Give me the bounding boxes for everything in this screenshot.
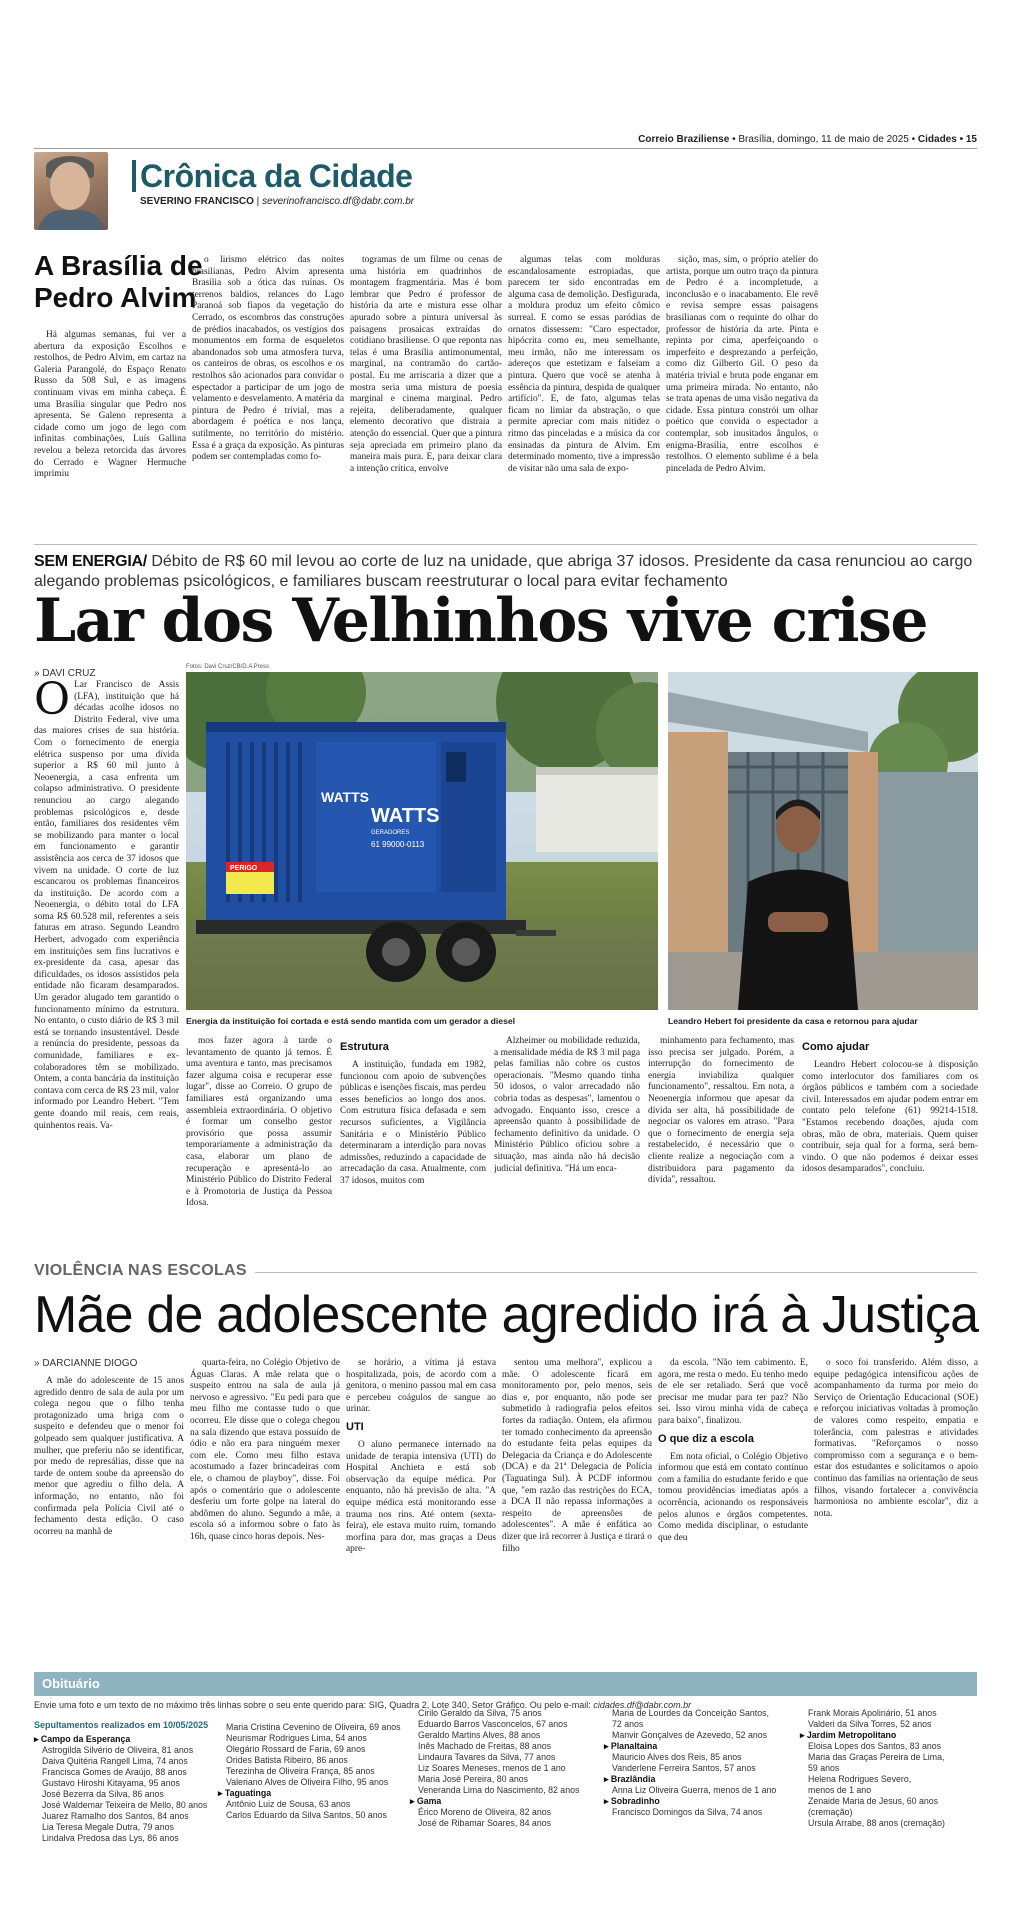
- column-accent-bar: [132, 160, 136, 192]
- obituario-city: ▸ Brazlândia: [604, 1774, 656, 1784]
- author-photo: [34, 152, 108, 230]
- generator-photo: [186, 672, 658, 1010]
- obituario-entry: José Waldemar Teixeira de Mello, 80 anos: [42, 1800, 208, 1810]
- violencia-byline: » DARCIANNE DIOGO: [34, 1358, 138, 1369]
- obituario-entry: Eduardo Barros Vasconcelos, 67 anos: [418, 1719, 568, 1729]
- obituario-entry: Antônio Luiz de Sousa, 63 anos: [226, 1799, 351, 1809]
- obituario-entry: Daiva Quitéria Rangell Lima, 74 anos: [42, 1756, 188, 1766]
- obituario-col-2: [218, 1722, 401, 1821]
- obituario-entry: José Bezerra da Silva, 86 anos: [42, 1789, 164, 1799]
- lar-col-1-text: Lar Francisco de Assis (LFA), instituição que há décadas acolhe idosos no Distrito Federal, vive uma das maiores crises de sua história. Com o fornecimento de energia elétrica suspenso por uma dívida superior a R$ 60 mil junto à Neoenergia, a casa enfrenta um colapso administrativo. O presidente renunciou ao cargo alegando problemas psicológicos e, desde então, familiares dos residentes vêm se mobilizando para manter o local em funcionamento e garantir assistência aos cerca de 37 idosos que vivem na unidade. O corte de luz escancarou os problemas financeiros da instituição. De acordo com a Neoenergia, o débito total do LFA soma R$ 60.528 mil, referentes a seis faturas em atraso. Segundo Leandro Herbert, advogado com experiência em instituições sem fins lucrativos e ex-presidente da casa, apesar das dificuldades, os idosos assistidos pela entidade não ficaram desamparados. Um gerador alugado tem garantido o funcionamento mínimo da estrutura. No entanto, o custo diário de R$ 3 mil está se tornando insustentável. Desde a renúncia do presidente, pessoas da comunidade, familiares e ex-colaboradores têm se mobilizado. Ontem, a conta bancária da instituição contava com cerca de R$ 23 mil, valor informado por Leandro Hebert. "Tem gente doando mil reais, cem reais, quinhentos reais. Va-: [34, 680, 179, 1131]
- obituario-entry: Helena Rodrigues Severo,: [808, 1774, 912, 1784]
- obituario-entry: Manvir Gonçalves de Azevedo, 52 anos: [612, 1730, 768, 1740]
- obituario-entry: Mauricio Alves dos Reis, 85 anos: [612, 1752, 742, 1762]
- obituario-entry: Lindalva Predosa das Lys, 86 anos: [42, 1833, 179, 1843]
- obituario-city: ▸ Jardim Metropolitano: [800, 1730, 897, 1740]
- obituario-entry: Anna Liz Oliveira Guerra, menos de 1 ano: [612, 1785, 777, 1795]
- generator-brand-left: WATTS: [321, 789, 369, 805]
- obituario-subtitle: Sepultamentos realizados em 10/05/2025: [34, 1720, 209, 1730]
- column-author: SEVERINO FRANCISCO: [140, 196, 254, 207]
- obituario-col-5: [800, 1708, 945, 1829]
- obituario-entry: Juarez Ramalho dos Santos, 84 anos: [42, 1811, 189, 1821]
- lar-byline: » DAVI CRUZ: [34, 668, 96, 679]
- obituario-entry: 59 anos: [808, 1763, 840, 1773]
- dropcap: O: [34, 680, 71, 725]
- violencia-col-3: se horário, a vítima já estava hospitalizada, pois, de acordo com a genitora, o menino passou mal em casa e percebeu coágulos de sangue ao urinar. UTI O aluno permanece internado na unidade de terapia intensiva (UTI) do Hospital Anchieta e está sob observação da equipe médica. Por enquanto, não há previsão de alta. "A equipe médica está monitorando esse trauma nos rins. Até ontem (sexta-feira), ele estava muito ruim, tomando morfina para dor, mas graças a Deus apre-: [346, 1358, 496, 1555]
- obituario-entry: Terezinha de Oliveira França, 85 anos: [226, 1766, 375, 1776]
- column-email[interactable]: severinofrancisco.df@dabr.com.br: [262, 196, 415, 207]
- obituario-intro-text: Envie uma foto e um texto de no máximo três linhas sobre o seu ente querido para: SIG, Quadra 2, Lote 340, Setor Gráfico. Ou pelo e-mail:: [34, 1700, 591, 1710]
- dateline: • Brasília, domingo, 11 de maio de 2025 •: [732, 134, 916, 145]
- section-divider: [34, 544, 977, 545]
- leandro-photo: [668, 672, 978, 1010]
- obituario-entry: Maria José Pereira, 80 anos: [418, 1774, 529, 1784]
- subhead-uti: UTI: [346, 1420, 364, 1433]
- obituario-email[interactable]: cidades.df@dabr.com.br: [593, 1700, 692, 1710]
- obituario-entry: Francisca Gomes de Araújo, 88 anos: [42, 1767, 187, 1777]
- lar-col-2: mos fazer agora à tarde o levantamento de quanto já temos. É uma aventura e tanto, mas precisamos fazer alguma coisa e recuperar esse lugar", disse ao Correio. O grupo de familiares está organizando uma assembleia extraordinária. O objetivo é formar um conselho gestor provisório que possa assumir temporariamente a administração da casa, elaborar um plano de recuperação e apresentá-lo ao Ministério Público do Distrito Federal e à Promotoria de Justiça da Pessoa Idosa.: [186, 1036, 332, 1209]
- obituario-entry: Valeriano Alves de Oliveira Filho, 95 anos: [226, 1777, 389, 1787]
- obituario-city: ▸ Taguatinga: [218, 1788, 272, 1798]
- obituario-entry: Maria de Lourdes da Conceição Santos,: [612, 1708, 769, 1718]
- violencia-kicker: VIOLÊNCIA NAS ESCOLAS: [34, 1262, 255, 1280]
- obituario-city: ▸ Campo da Esperança: [34, 1734, 131, 1744]
- lar-col-1: [34, 680, 179, 1250]
- column-byline: SEVERINO FRANCISCO | severinofrancisco.df@dabr.com.br: [140, 196, 415, 207]
- caption-generator: Energia da instituição foi cortada e está sendo mantida com um gerador a diesel: [186, 1016, 516, 1026]
- lar-deck-text: Débito de R$ 60 mil levou ao corte de luz na unidade, que abriga 37 idosos. Presidente da casa renunciou ao cargo alegando problemas psicológicos, e familiares buscam reestruturar o local para evitar fechamento: [34, 553, 973, 590]
- caption-leandro: Leandro Hebert foi presidente da casa e retornou para ajudar: [668, 1016, 918, 1026]
- obituario-entry: Veneranda Lima do Nascimento, 82 anos: [418, 1785, 580, 1795]
- obituario-col-4: [604, 1708, 776, 1818]
- obituario-entry: Ursula Arrabe, 88 anos (cremação): [808, 1818, 945, 1828]
- obituario-entry: (cremação): [808, 1807, 853, 1817]
- violencia-col-2: quarta-feira, no Colégio Objetivo de Águas Claras. A mãe relata que o suspeito entrou na sala de aula já nervoso e agressivo. "Eu pedi para que meu filho me contasse tudo o que ocorreu. Ele disse que o colega chegou na sala dizendo que estava possuído de ódio e não era para ninguém mexer com ele. Como meu filho estava acostumado a fazer brincadeiras com ele, o chamou de playboy", disse. Foi após o comentário que o adolescente desferiu um forte golpe na lateral do abdômen do aluno. Segundo a mãe, a escola só a informou sobre o fato às 16h, quase cinco horas depois. Nes-: [190, 1358, 340, 1542]
- generator-sub: GERADORES: [371, 830, 410, 836]
- generator-warning: PERIGO: [230, 865, 258, 872]
- obituario-entry: Lia Teresa Megale Dutra, 79 anos: [42, 1822, 174, 1832]
- obituario-entry: Maria Cristina Cevenino de Oliveira, 69 anos: [226, 1722, 401, 1732]
- cronica-col-4: algumas telas com molduras escandalosamente estropiadas, que parecem ter sido encontradas em alguma casa de demolição. Desfigurada, a moldura produz um efeito cômico surreal. E como se essas paródias de ornatos dissessem: "Caro espectador, hipócrita como eu, meu semelhante, meu irmão, não me interessam os adereços que estetizam e falseiam a pintura. Quero que você se atenha à essência da pintura, despida de qualquer artifício". E, de fato, algumas telas ficam no limiar da abstração, o que permite apreciar com mais nitidez o ritmo das pinceladas e a música da cor ensinadas da pintura de Alvim. Em determinado momento, tive a impressão de visitar não uma sala de expo-: [508, 255, 660, 474]
- generator-phone: 61 99000-0113: [371, 840, 425, 849]
- section-name: Cidades: [917, 134, 957, 145]
- obituario-col-1: [34, 1734, 207, 1844]
- lar-headline: Lar dos Velhinhos vive crise: [34, 586, 928, 656]
- subhead-estrutura: Estrutura: [340, 1041, 389, 1053]
- page-number: • 15: [959, 134, 977, 145]
- obituario-entry: menos de 1 ano: [808, 1785, 872, 1795]
- generator-illustration: [186, 672, 658, 1010]
- obituario-entry: Carlos Eduardo da Silva Santos, 50 anos: [226, 1810, 387, 1820]
- obituario-entry: José de Ribamar Soares, 84 anos: [418, 1818, 552, 1828]
- violencia-col-5: da escola. "Não tem cabimento. E, agora, me resta o medo. Eu tenho medo de ele ser retaliado. Será que você precisar me mudar para ter paz? Não sei. Isso virou minha vida de cabeça para baixo", finalizou. O que diz a escola Em nota oficial, o Colégio Objetivo informou que está em contato contínuo com a família do estudante ferido e que tomou providências imediatas após a ocorrência, acionando os responsáveis pelos alunos e órgãos competentes. Como medida disciplinar, o estudante que deu: [658, 1358, 808, 1543]
- obituario-entry: Francisco Domingos da Silva, 74 anos: [612, 1807, 763, 1817]
- lar-col-4: Alzheimer ou mobilidade reduzida, a mensalidade média de R$ 3 mil paga pelas famílias não cobre os custos operacionais. "Mesmo quando tinha 50 idosos, o valor arrecadado não cobria todas as despesas", lamentou o advogado. Enquanto isso, cresce a apreensão quanto à possibilidade de fechamento definitivo da unidade. O Ministério Público oficiou sobre a situação, mas ainda não há decisão judicial definitiva. "Há um enca-: [494, 1036, 640, 1174]
- obituario-entry: Maria das Graças Pereira de Lima,: [808, 1752, 945, 1762]
- lar-col-5: minhamento para fechamento, mas isso precisa ser julgado. Porém, a interrupção do fornecimento de energia inviabiliza qualquer funcionamento", ressaltou. Em nota, a Neoenergia informou que apesar da dívida ser alta, há possibilidade de negociar os valores em atraso. "Para que o fornecimento de energia seja restabelecido, é necessário que o cliente realize a negociação com a distribuidora para pagamento da dívida", ressaltou.: [648, 1036, 794, 1186]
- obituario-entry: Zenaide Maria de Jesus, 60 anos: [808, 1796, 939, 1806]
- paper-name: Correio Braziliense: [638, 134, 730, 145]
- obituario-entry: Geraldo Martins Alves, 88 anos: [418, 1730, 541, 1740]
- obituario-entry: Lindaura Tavares da Silva, 77 anos: [418, 1752, 556, 1762]
- obituario-entry: Cirilo Geraldo da Silva, 75 anos: [418, 1708, 542, 1718]
- obituario-entry: Neurismar Rodrigues Lima, 54 anos: [226, 1733, 367, 1743]
- violencia-headline: Mãe de adolescente agredido irá à Justiça: [34, 1286, 979, 1344]
- obituario-entry: Eloisa Lopes dos Santos, 83 anos: [808, 1741, 942, 1751]
- page-header: [34, 134, 977, 145]
- cronica-col-5: sição, mas, sim, o próprio atelier do artista, porque um outro traço da pintura de Pedro é a incompletude, a inconclusão e o inacabamento. Ele revê e revisa sempre essas paisagens brasilianas com o requinte do olhar do professor de história da arte. Pinta e repinta por cima, aperfeiçoando o imperfeito e desprezando a perfeição, como diz Gilberto Gil. O peso da matéria trivial e bruta pode enganar em uma primeira mirada. No entanto, não se trata apenas de uma visão negativa da cidade. Essa pintura constrói um olhar poético que convida o espectador a contemplar, sob inusitados ângulos, o enigma-Brasília, entre escolhos e restolhos. O elemento sublime é a bela pincelada de Pedro Alvim.: [666, 255, 818, 474]
- cronica-col-3: togramas de um filme ou cenas de uma história em quadrinhos de montagem fragmentária. Mas é bom lembrar que Pedro é professor de história da arte e mistura esse olhar apurado sobre a pintura universal às paisagens prosaicas extraídas do cotidiano brasiliense. O que reponta nas telas é uma Brasília antimonumental, marginal, na contramão do cartão-postal. Eu me arriscaria a dizer que a mostra seria uma mistura de poesia marginal e cinema marginal. Pedro rejeita, deliberadamente, qualquer elemento decorativo que distraia a atenção do essencial. Quer que a pintura seja apreciada em primeiro plano da maneira mais pura. E, para deixar clara a intenção crítica, envolve: [350, 255, 502, 474]
- obituario-entry: Inês Machado de Freitas, 88 anos: [418, 1741, 552, 1751]
- subhead-o-que-diz-a-escola: O que diz a escola: [658, 1432, 754, 1445]
- leandro-illustration: [668, 672, 978, 1010]
- obituario-entry: Liz Soares Meneses, menos de 1 ano: [418, 1763, 566, 1773]
- obituario-entry: Olegário Rossard de Faria, 69 anos: [226, 1744, 366, 1754]
- obituario-city: ▸ Sobradinho: [604, 1796, 660, 1806]
- obituario-title: Obituário: [42, 1676, 100, 1691]
- column-title: Crônica da Cidade: [140, 158, 413, 194]
- obituario-entry: Vanderlene Ferreira Santos, 57 anos: [612, 1763, 756, 1773]
- obituario-entry: Frank Morais Apolinário, 51 anos: [808, 1708, 937, 1718]
- obituario-city: ▸ Planaltaina: [604, 1741, 658, 1751]
- obituario-entry: Orides Batista Ribeiro, 86 anos: [226, 1755, 348, 1765]
- obituario-entry: Érico Moreno de Oliveira, 82 anos: [418, 1807, 551, 1817]
- obituario-col-3: [410, 1708, 579, 1829]
- violencia-col-1: A mãe do adolescente de 15 anos agredido dentro de sala de aula por um colega negou que o filho tenha protagonizado uma briga com o suspeito e defendeu que o menor foi golpeado sem qualquer justificativa. A mulher, que preferiu não se identificar, por medo de represálias, disse que na tarde de ontem soube da apreensão do menor que agrediu o filho dela. A informação, no entanto, não foi confirmada pela Polícia Civil até o fechamento desta edição. O caso ocorreu na manhã de: [34, 1376, 184, 1537]
- cronica-col-1: Há algumas semanas, fui ver a abertura da exposição Escolhos e restolhos, de Pedro Alvim, em cartaz na Galeria Parangolé, do Espaço Renato Russo da 508 Sul, e as imagens continuam vivas em minha cabeça. É uma Brasília singular que Pedro nos apresenta. Se Galeno representa a cidade como um jogo de lego com infinitas combinações, Luís Gallina revelou a beleza retorcida das árvores do Cerrado e Wagner Hermuche imprimiu: [34, 330, 186, 480]
- obituario-city: ▸ Gama: [410, 1796, 442, 1806]
- obituario-intro: [34, 1700, 691, 1710]
- header-rule: [34, 148, 977, 149]
- lar-col-6: Como ajudar Leandro Hebert colocou-se à disposição como interlocutor dos familiares com os órgãos públicos e também com a sociedade civil. Interessados em ajudar podem entrar em contato pelo telefone (61) 99214-1518. "Estamos recebendo doações, ajuda com obras, mão de obra, materiais. Quem quiser contribuir, seja qual for a forma, será bem-vindo. O que não podemos é deixar esses idosos desamparados", concluiu.: [802, 1041, 978, 1175]
- subhead-como-ajudar: Como ajudar: [802, 1041, 870, 1053]
- violencia-col-6: o soco foi transferido. Além disso, a equipe pedagógica intensificou ações de acompanhamento da turma por meio do Serviço de Orientação Educacional (SOE) e reforçou iniciativas voltadas à promoção de valores como respeito, empatia e tolerância, com palestras e atividades formativas. "Reforçamos o nosso compromisso com a segurança e o bem-estar dos estudantes e solicitamos o apoio contínuo das famílias na orientação de seus filhos, visando fortalecer a convivência harmoniosa no ambiente escolar", diz a nota.: [814, 1358, 978, 1519]
- lar-col-3: Estrutura A instituição, fundada em 1982, funcionou com apoio de subvenções públicas e isenções fiscais, mas perdeu esses benefícios ao longo dos anos. Com estrutura física defasada e sem recursos suficientes, a Vigilância Sanitária e o Ministério Público determinaram a interdição para novas admissões, reduzindo a capacidade de arrecadação da casa. Atualmente, com 37 idosos, muitos com: [340, 1041, 486, 1186]
- generator-brand: WATTS: [371, 805, 440, 827]
- lar-kicker: SEM ENERGIA/: [34, 553, 147, 570]
- obituario-entry: 72 anos: [612, 1719, 644, 1729]
- obituario-entry: Valderi da Silva Torres, 52 anos: [808, 1719, 932, 1729]
- obituario-entry: Gustavo Hiroshi Kitayama, 95 anos: [42, 1778, 180, 1788]
- photo-credit: Fotos: Davi Cruz/CB/D.A Press: [186, 664, 270, 670]
- violencia-col-4: sentou uma melhora", explicou a mãe. O adolescente ficará em monitoramento por, pelo menos, seis dias e, por enquanto, não pode ser submetido à radiografia pelos efeitos fortes da radiação. Ontem, ela afirmou ter tomado conhecimento da apreensão do estudante feita pelas equipes da Delegacia da Criança e do Adolescente (DCA) e da 21ª Delegacia de Polícia (Taguatinga Sul). À PCDF informou que, "em razão das restrições do ECA, a DCA II não repassa informações a respeito de apreensões de adolescentes". A mãe é enfática ao dizer que irá recorrer à Justiça e tirará o filho: [502, 1358, 652, 1554]
- obituario-entry: Astrogilda Silvério de Oliveira, 81 anos: [42, 1745, 194, 1755]
- cronica-col-2: o lirismo elétrico das noites brasilianas, Pedro Alvim apresenta Brasília sob a ótica das ruínas. Os terrenos baldios, relances do Lago Paranoá sob fiapos da vegetação do Cerrado, os escombros das construções de prédios inacabados, os vestígios dos monumentos em forma de esqueletos abandonados sob uma atmosfera turva, os canteiros de obras, os escolhos e os restolhos são acionados para convidar o espectador a participar de um jogo de velamento e desvelamento. A matéria da pintura de Pedro é trivial, mas a abordagem é poética e nos lança, sutilmente, no território do mistério. Essa é a graça da exposição. As pinturas podem ser contempladas como fo-: [192, 255, 344, 463]
- cronica-headline: A Brasília de Pedro Alvim: [34, 250, 203, 313]
- obituario-bar: [34, 1672, 977, 1696]
